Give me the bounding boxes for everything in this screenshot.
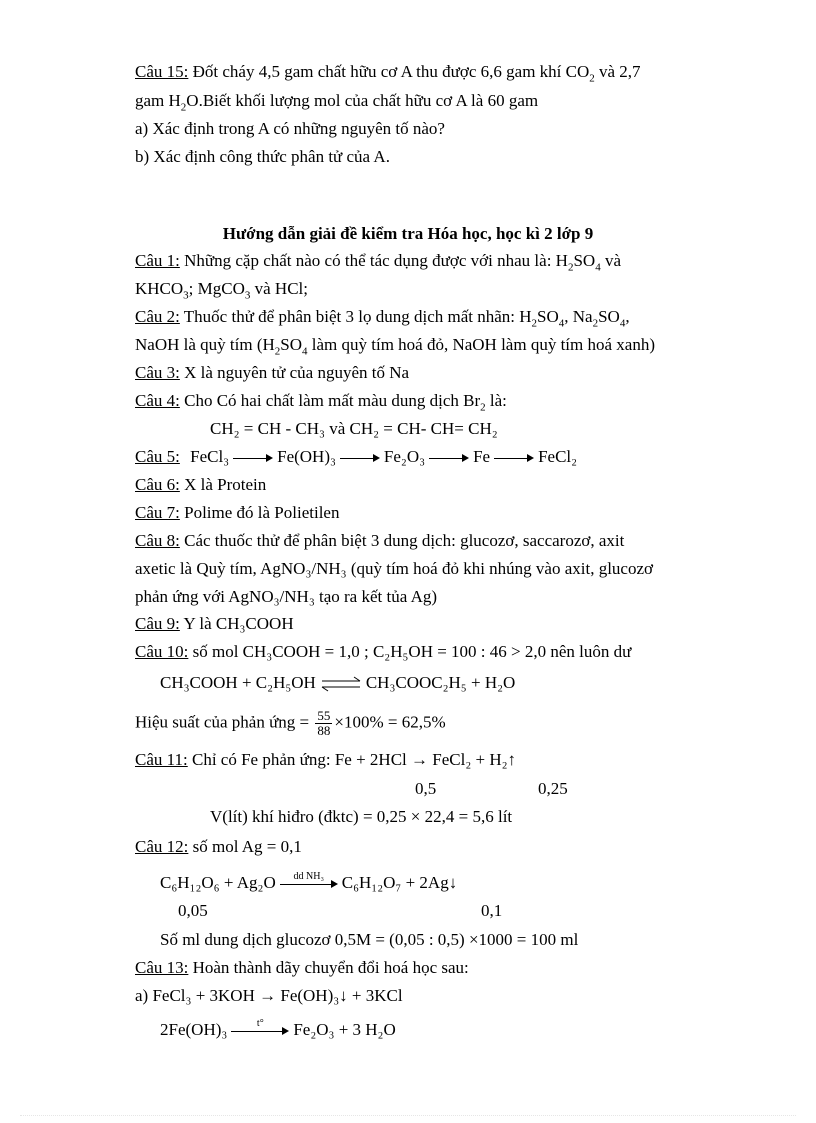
answer-10-text: số mol CH₃COOH = 1,0 ; C₂H₅OH = 100 : 46 > 2,0 nên luôn dư: [188, 642, 632, 661]
answer-1-text2c: và HCl;: [250, 279, 308, 298]
answer-13: [135, 958, 469, 978]
solutions-title: Hướng dẫn giải đề kiểm tra Hóa học, học kì 2 lớp 9: [222, 224, 594, 243]
fraction-numerator: 55: [317, 708, 331, 723]
answer-11: [135, 750, 516, 770]
answer-1-line-2: $KHCO_3$; MgCO$_3$ và HCl;: [135, 279, 308, 302]
equation-right: C₆H₁₂O₇ + 2Ag↓: [341, 873, 458, 892]
answer-6-label: Câu 6:: [135, 475, 180, 494]
answer-2-text-b: SO: [537, 307, 559, 326]
answer-8-text: Các thuốc thử để phân biệt 3 dung dịch: glucozơ, saccarozơ, axit: [179, 531, 625, 550]
equation-right: Fe₂O₃ + 3 H₂O: [293, 1020, 396, 1039]
yield-fraction: [315, 709, 332, 738]
q15-text-b: và 2,7: [594, 62, 641, 81]
fraction-denominator: 88: [317, 723, 331, 738]
answer-2-line-1: Câu 2: Thuốc thử để phân biệt 3 lọ dung dịch mất nhãn: $H_2SO_4$, $Na_2SO_4$,: [135, 307, 630, 330]
answer-12-volume: Số ml dung dịch glucozơ 0,5M = (0,05 : 0,5) ×1000 = 100 ml: [160, 930, 579, 949]
q15-part-a: a) Xác định trong A có những nguyên tố nào?: [135, 119, 445, 138]
answer-12-mol-1: 0,05: [178, 901, 208, 920]
answer-13-a: a) FeCl₃ + 3KOH → Fe(OH)₃↓ + 3KCl: [135, 986, 403, 1005]
q15-text: Đốt cháy 4,5 gam chất hữu cơ A thu được 6,6 gam khí CO: [188, 62, 590, 81]
answer-11-mol-2: 0,25: [538, 779, 568, 798]
answer-2-label: Câu 2:: [135, 307, 180, 326]
equation-left: C₆H₁₂O₆ + Ag₂O: [160, 873, 276, 892]
answer-2-text2c: làm quỳ tím hoá đỏ, NaOH làm quỳ tím hoá xanh): [307, 335, 655, 354]
answer-5: [135, 447, 577, 467]
answer-1-text-b: SO: [573, 251, 596, 270]
q15-line-1: Câu 15: Đốt cháy 4,5 gam chất hữu cơ A thu được 6,6 gam khí $CO_2$ và 2,7: [135, 62, 641, 85]
answer-2-text2b: SO: [280, 335, 302, 354]
answer-9: [135, 614, 294, 634]
page-bottom-divider: [20, 1115, 796, 1116]
answer-10-label: Câu 10:: [135, 642, 189, 661]
q15-text2a: gam H: [135, 91, 181, 110]
answer-4-label: Câu 4:: [135, 391, 180, 410]
answer-4-formula: CH₂ = CH - CH₃ và CH₂ = CH- CH= CH₂: [210, 419, 498, 438]
answer-7-label: Câu 7:: [135, 503, 180, 522]
chain-item: Fe(OH)₃: [277, 447, 336, 466]
chain-item: Fe₂O₃: [383, 447, 426, 466]
arrow-label: dd NH₃: [293, 871, 324, 883]
yield-text: Hiệu suất của phản ứng =: [135, 712, 310, 732]
equation-right: CH₃COOC₂H₅ + H₂O: [365, 673, 516, 692]
arrow-icon: [231, 1018, 289, 1036]
chain-item: FeCl₂: [538, 447, 578, 466]
chain-item: FeCl₃: [190, 447, 230, 466]
answer-6-text: X là Protein: [179, 475, 267, 494]
answer-1-text-c: và: [600, 251, 621, 270]
yield-result: ×100% = 62,5%: [334, 712, 446, 732]
answer-7-text: Polime đó là Polietilen: [179, 503, 340, 522]
arrow-icon: [233, 453, 273, 463]
equilibrium-arrow-icon: [320, 676, 362, 692]
arrow-icon: [340, 453, 380, 463]
answer-11-volume: V(lít) khí hiđro (đktc) = 0,25 × 22,4 = 5,6 lít: [210, 807, 513, 826]
answer-9-label: Câu 9:: [135, 614, 180, 633]
q15-label: Câu 15:: [135, 62, 189, 81]
answer-4: Câu 4: Cho Có hai chất làm mất màu dung dịch $Br_2$ là:: [135, 391, 507, 414]
answer-3-text: X là nguyên tử của nguyên tố Na: [179, 363, 410, 382]
q15-line-2: gam $H_2O.Biết$ khối lượng mol của chất hữu cơ A là 60 gam: [135, 91, 539, 114]
answer-12: [135, 837, 302, 857]
answer-2-line-2: NaOH là quỳ tím ($H_2SO_4$ làm quỳ tím hoá đỏ, NaOH làm quỳ tím hoá xanh): [135, 335, 655, 358]
answer-10: [135, 642, 631, 662]
answer-1-text2a: KHCO: [135, 279, 184, 298]
answer-10-equation: [160, 673, 515, 693]
q15-text2b: O.Biết khối lượng mol của chất hữu cơ A là 60 gam: [186, 91, 539, 110]
answer-1-line-1: Câu 1: Những cặp chất nào có thể tác dụng được với nhau là: $H_2SO_4$ và: [135, 251, 621, 274]
answer-4-text-b: là:: [485, 391, 507, 410]
answer-12-label: Câu 12:: [135, 837, 189, 856]
answer-5-label: Câu 5:: [135, 447, 180, 466]
answer-10-yield: [135, 709, 446, 738]
answer-8-line-1: [135, 531, 624, 551]
answer-13-b: [160, 1020, 396, 1040]
answer-2-text-e: ,: [625, 307, 630, 326]
answer-4-text: Cho Có hai chất làm mất màu dung dịch Br: [179, 391, 481, 410]
answer-9-text: Y là CH₃COOH: [179, 614, 294, 633]
answer-12-mol-2: 0,1: [481, 901, 503, 920]
answer-1-text: Những cặp chất nào có thể tác dụng được với nhau là: H: [179, 251, 568, 270]
answer-12-text: số mol Ag = 0,1: [188, 837, 302, 856]
answer-6: [135, 475, 266, 495]
chain-item: Fe: [473, 447, 491, 466]
q15-part-b: b) Xác định công thức phân tử của A.: [135, 147, 390, 166]
answer-7: [135, 503, 339, 523]
answer-2-text-c: , Na: [564, 307, 593, 326]
arrow-icon: [429, 453, 469, 463]
answer-1-label: Câu 1:: [135, 251, 180, 270]
arrow-icon: [280, 871, 338, 889]
answer-1-text2b: ; MgCO: [188, 279, 245, 298]
arrow-icon: [494, 453, 534, 463]
answer-8-label: Câu 8:: [135, 531, 180, 550]
arrow-label: t°: [256, 1018, 264, 1030]
answer-11-mol-1: 0,5: [415, 779, 437, 798]
answer-3: [135, 363, 409, 383]
answer-11-label: Câu 11:: [135, 750, 188, 769]
equation-left: 2Fe(OH)₃: [160, 1020, 228, 1039]
answer-13-label: Câu 13:: [135, 958, 189, 977]
answer-8-line-3: phản ứng với AgNO₃/NH₃ tạo ra kết tủa Ag): [135, 587, 438, 606]
answer-2-text-d: SO: [598, 307, 620, 326]
answer-13-text: Hoàn thành dãy chuyển đổi hoá học sau:: [188, 958, 469, 977]
answer-8-line-2: axetic là Quỳ tím, AgNO₃/NH₃ (quỳ tím hoá đỏ khi nhúng vào axit, glucozơ: [135, 559, 654, 578]
answer-2-text: Thuốc thử để phân biệt 3 lọ dung dịch mất nhãn: H: [179, 307, 532, 326]
answer-11-text: Chỉ có Fe phản ứng: Fe + 2HCl → FeCl₂ + H₂↑: [187, 750, 517, 769]
answer-12-equation: [160, 873, 457, 893]
equation-left: CH₃COOH + C₂H₅OH: [160, 673, 316, 692]
answer-3-label: Câu 3:: [135, 363, 180, 382]
answer-2-text2a: NaOH là quỳ tím (H: [135, 335, 275, 354]
